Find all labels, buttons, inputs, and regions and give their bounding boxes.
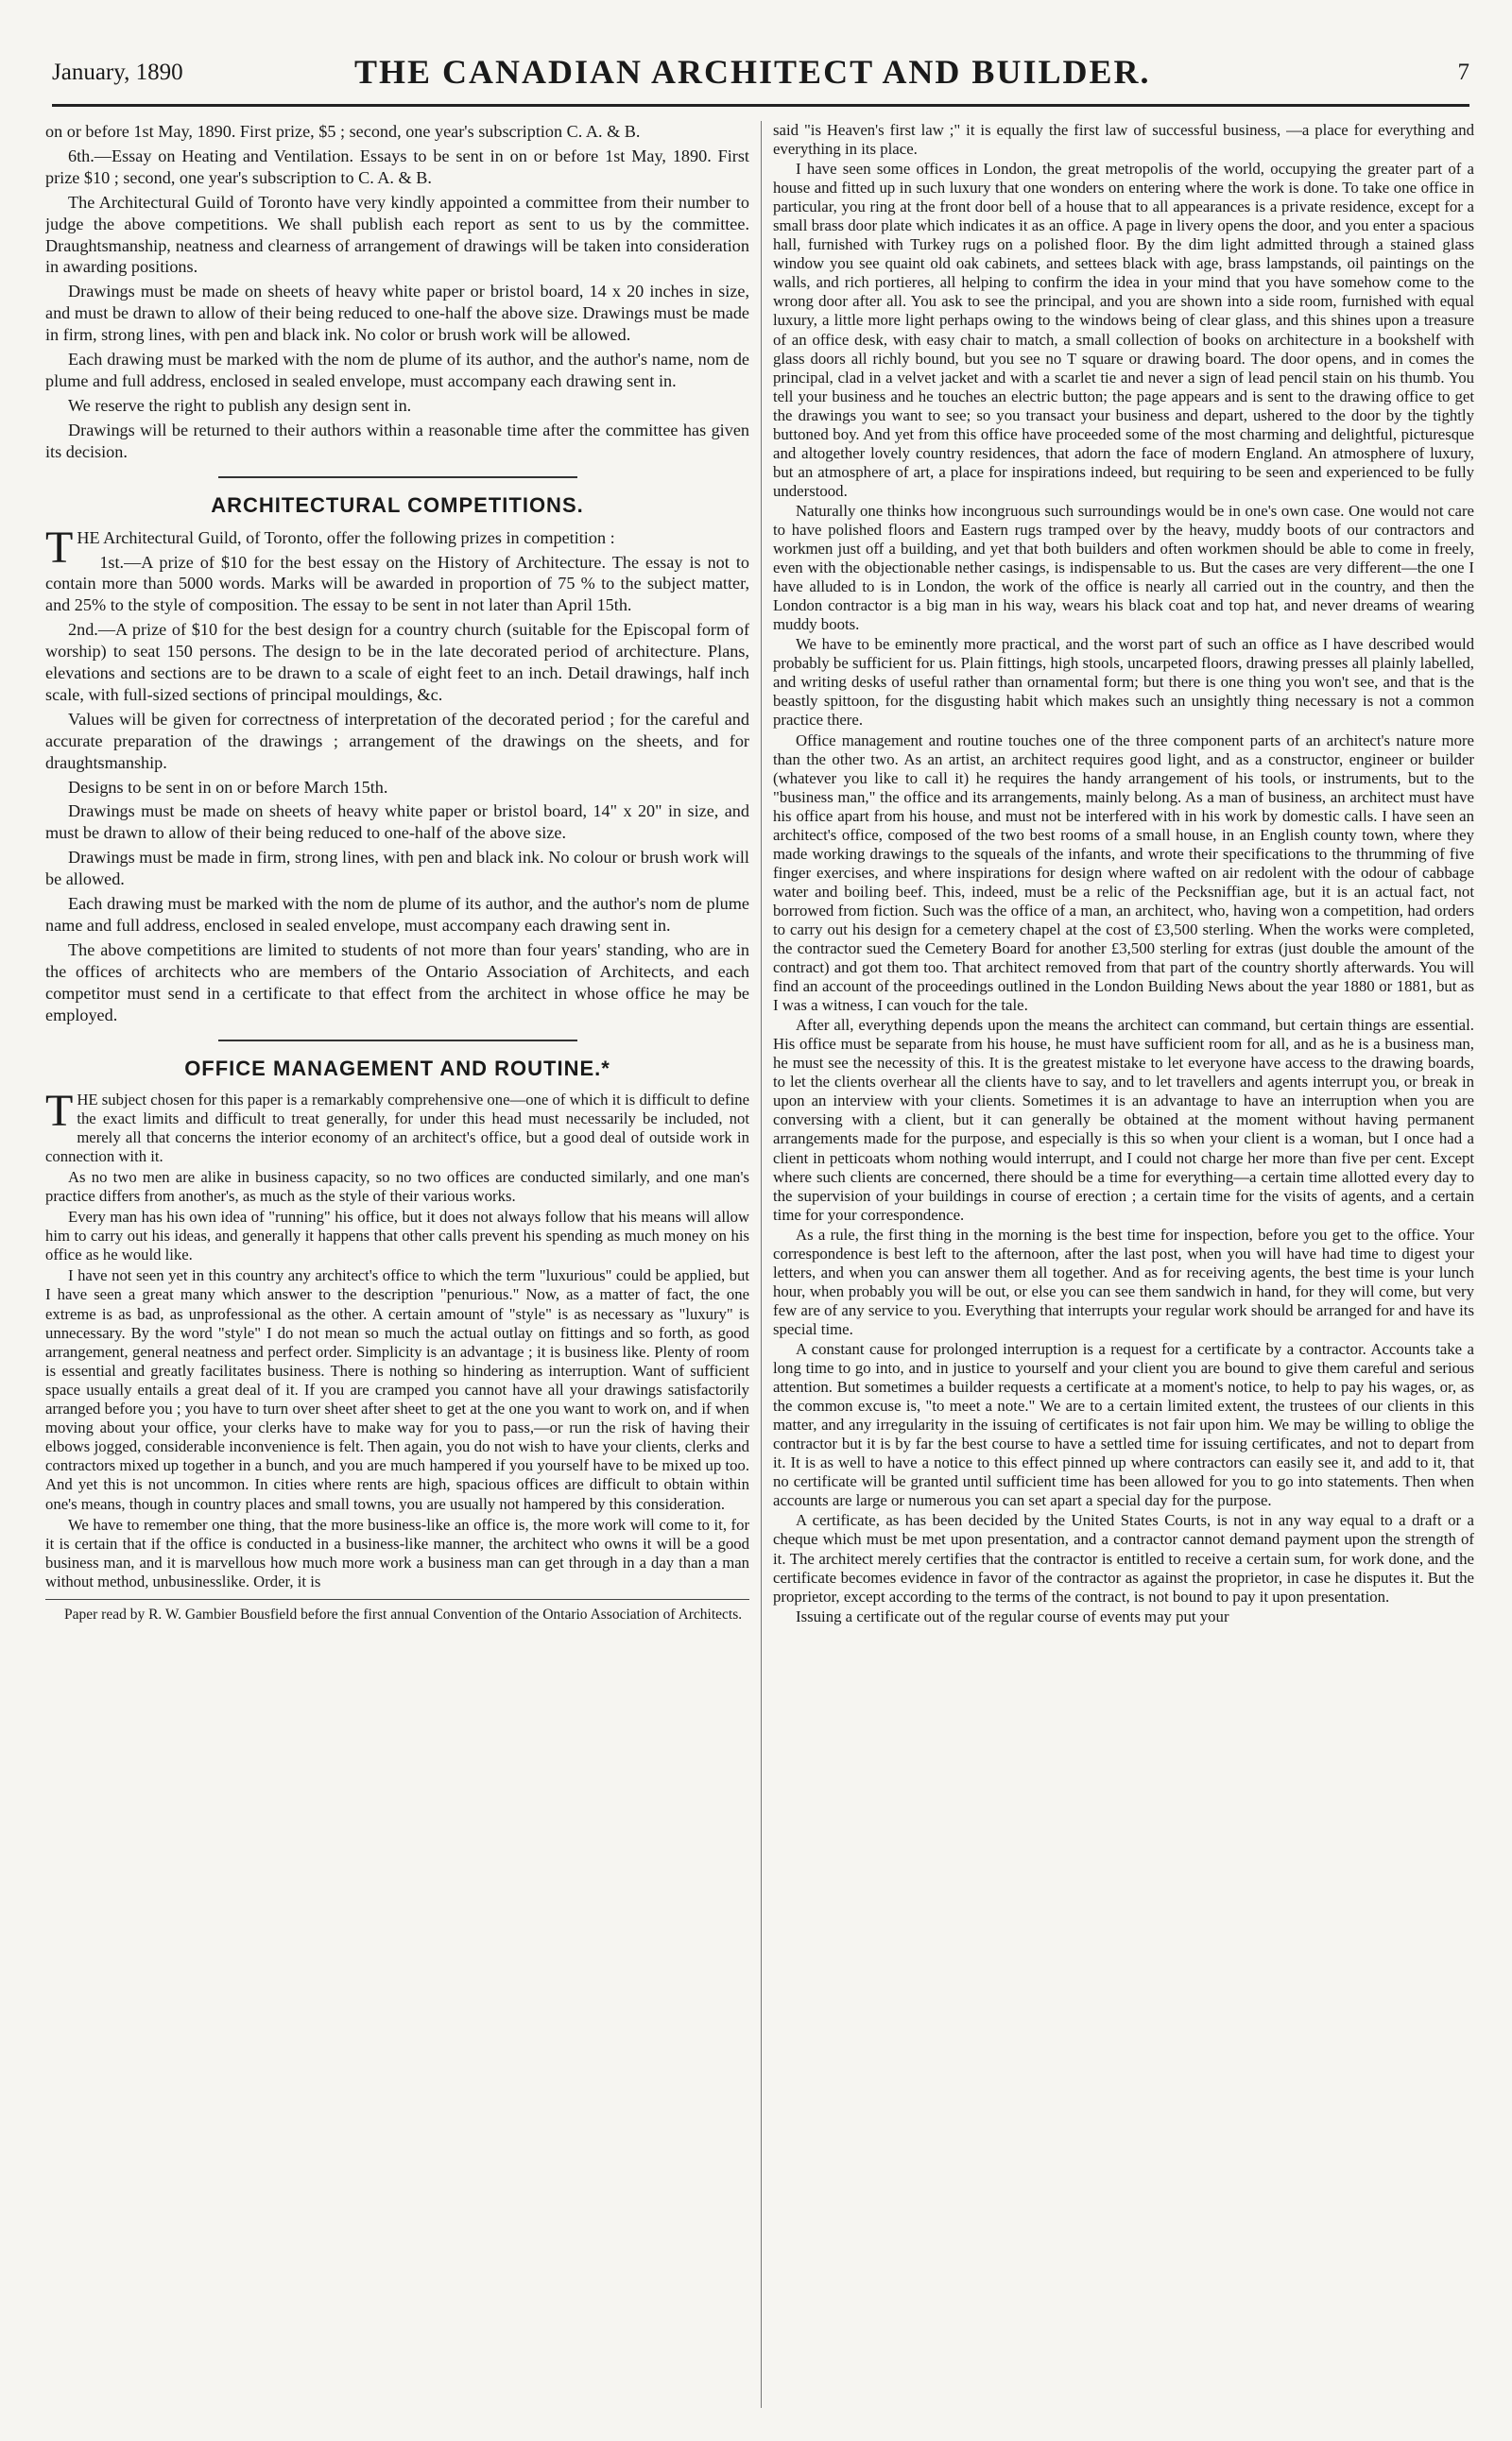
lead-text: HE subject chosen for this paper is a remarkably comprehensive one—one of which it is difficult to define the exact limits and difficult to treat generally, for under this head must necessarily be included, not merely all that concerns the interior economy of an architect's office, but a good deal of outside work in connection with it. (45, 1090, 749, 1165)
lead-paragraph (45, 522, 749, 573)
section-heading: OFFICE MANAGEMENT AND ROUTINE.* (184, 1056, 610, 1080)
competitions-section (45, 493, 749, 1026)
paragraph: Drawings must be made in firm, strong lines, with pen and black ink. No colour or brush work will be allowed. (45, 848, 749, 889)
paragraph: Issuing a certificate out of the regular course of events may put your (796, 1607, 1229, 1625)
paragraph: A certificate, as has been decided by the United States Courts, is not in any way equal to a draft or a cheque which must be met upon presentation, and a contractor cannot demand payment upon the strength of it. The architect merely certifies that the contractor is entitled to receive a certain sum, for work done, and the certificate becomes evidence in favor of the contractor as against the proprietor, in case he disputes it. But the proprietor, except according to the terms of the contract, is not bound to pay it upon presentation. (773, 1511, 1474, 1606)
paragraph: Each drawing must be marked with the nom de plume of its author, and the author's name, nom de plume and full address, enclosed in sealed envelope, must accompany each drawing sent in. (45, 350, 749, 390)
footnote: Paper read by R. W. Gambier Bousfield before the first annual Convention of the Ontario Association of Architects. (64, 1606, 743, 1623)
paragraph: 6th.—Essay on Heating and Ventilation. Essays to be sent in on or before 1st May, 1890. First prize $10 ; second, one year's subscription to C. A. & B. (45, 146, 749, 187)
publication-title: THE CANADIAN ARCHITECT AND BUILDER. (354, 53, 1151, 91)
paragraph: Drawings must be made on sheets of heavy white paper or bristol board, 14" x 20" in size, and must be drawn to allow of their being reduced to one-half of the above size. (45, 801, 749, 843)
page-number: 7 (1457, 60, 1469, 85)
paragraph: on or before 1st May, 1890. First prize, $5 ; second, one year's subscription C. A. & B. (45, 122, 641, 141)
paragraph: Office management and routine touches one of the three component parts of an architect's nature more than the other two. As an artist, an architect requires good light, and as a constructor, engineer or builder (whatever you like to call it) he requires the handy arrangement of his tools, or instruments, but to the "business man," the office and its arrangements, mainly belong. As a man of business, an architect must have his office apart from his house, and must not be interfered with in his work by domestic calls. I have seen an architect's office, composed of the two best rooms of a small house, in an English county town, where they made working drawings to the squeals of the infants, and wrote their specifications to the thrumming of five finger exercises, and where inspirations for design where wafted on air redolent with the odour of cabbage water and boiling beef. This, indeed, must be a relic of the Pecksniffian age, but it is an actual fact, not borrowed from fiction. Such was the office of a man, an architect, who, having won a competition, had orders to carry out his design for a cemetery chapel at the cost of £3,500 sterling. When the works were completed, the contractor sued the Cemetery Board for another £3,500 sterling for extras (just double the amount of the contract) and got them too. That architect removed from that part of the country shortly afterwards. You will find an account of the proceedings outlined in the London Building News about the year 1880 or 1881, but as I was a witness, I can vouch for the tale. (773, 731, 1474, 1015)
paragraph: said "is Heaven's first law ;" it is equally the first law of successful business, —a place for everything and everything in its place. (773, 121, 1474, 159)
paragraph: Drawings will be returned to their authors within a reasonable time after the committee has given its decision. (45, 420, 749, 461)
paragraph: Values will be given for correctness of interpretation of the decorated period ; for the careful and accurate preparation of the drawings ; arrangement of the drawings on the sheets, and for draughtsmanship. (45, 709, 749, 772)
paragraph: We reserve the right to publish any design sent in. (68, 395, 412, 415)
paragraph: Every man has his own idea of "running" his office, but it does not always follow that his means will allow him to carry out his ideas, and generally it happens that other calls prevent his spending as much money on his office as he would like. (45, 1208, 749, 1264)
paragraph: I have not seen yet in this country any architect's office to which the term "luxurious" could be applied, but I have seen a great many which answer to the description "penurious." Now, as a matter of fact, the one extreme is as bad, as unprofessional as the other. A certain amount of "style" is as necessary as "luxury" is unnecessary. By the word "style" I do not mean so much the actual outlay on fittings and so forth, as good arrangement, general neatness and perfect order. Simplicity is an advantage ; it is business like. Plenty of room is essential and greatly facilitates business. There is nothing so hindering as interruption. Want of sufficient space usually entails a great deal of it. If you are cramped you cannot have all your drawings satisfactorily arranged before you ; you have to turn over sheet after sheet to get at the one you want to work on, and if when moving about your office, your clerks have to make way for you to pass,—or run the risk of having their elbows jogged, considerable inconvenience is felt. Then again, you do not wish to have your clients, clerks and contractors mixed up together in a bunch, and you are much hampered if you yourself have to be mixed up too. And yet this is not uncommon. In cities where rents are high, spacious offices are difficult to obtain within one's means, though in country places and small towns, you are usually not hampered by this consideration. (45, 1266, 749, 1513)
paragraph: We have to be eminently more practical, and the worst part of such an office as I have described would probably be sufficient for us. Plain fittings, high stools, uncarpeted floors, drawing presses all plainly labelled, and writing desks of useful rather than ornamental form; but there is one thing you won't see, and that is the beastly spittoon, for the disgusting habit which makes such an unsightly thing necessary is not a common practice there. (773, 635, 1474, 730)
left-column (45, 121, 749, 2427)
drop-cap: T (45, 522, 74, 573)
paragraph: Each drawing must be marked with the nom de plume of its author, and the author's nom de plume name and full address, enclosed in sealed envelope, must accompany each drawing sent in. (45, 894, 749, 935)
office-section (45, 1057, 749, 1624)
paragraph: As no two men are alike in business capacity, so no two offices are conducted similarly, and one man's practice differs from another's, as much as the style of their various works. (45, 1167, 749, 1205)
paragraph: The above competitions are limited to students of not more than four years' standing, who are in the offices of architects who are members of the Ontario Association of Architects, and each competitor must send in a certificate to that effect from the architect in whose office he may be employed. (45, 939, 749, 1024)
paragraph: The Architectural Guild of Toronto have very kindly appointed a committee from their number to judge the above competitions. We shall publish each report as sent to us by the committee. Draughtsmanship, neatness and clearness of arrangement of drawings will be taken into consideration in awarding positions. (45, 192, 749, 277)
paragraph: 1st.—A prize of $10 for the best essay on the History of Architecture. The essay is not to contain more than 5000 words. Marks will be awarded in proportion of 75 % to the subject matter, and 25% to the style of composition. The essay to be sent in not later than April 15th. (45, 552, 749, 615)
paragraph: Naturally one thinks how incongruous such surroundings would be in one's own case. One would not care to have polished floors and Eastern rugs tramped over by the heavy, muddy boots of our contractors and workmen just off a building, and yet that both builders and often workmen should be able to come in freely, even with the objectionable nether casings, is indispensable to us. But the cases are very different—the one I have alluded to is in London, the work of the office is nearly all carried out in the country, and then the London contractor is a big man in his way, wears his black coat and top hat, and never dreams of wearing muddy boots. (773, 501, 1474, 634)
section-separator (218, 1040, 577, 1041)
page-header (52, 52, 1469, 99)
intro-section (45, 121, 749, 463)
paragraph: Drawings must be made on sheets of heavy white paper or bristol board, 14 x 20 inches in size, and must be drawn to allow of their being reduced to one-half the above size. Drawings must be made in firm, strong lines, with pen and black ink. No color or brush work will be allowed. (45, 282, 749, 345)
section-heading: ARCHITECTURAL COMPETITIONS. (211, 492, 584, 517)
paragraph: We have to remember one thing, that the more business-like an office is, the more work will come to it, for it is certain that if the office is conducted in a business-like manner, the architect who owns it will be a good business man, and it is marvellous how much more work a business man can get through in a day than a man without method, unbusinesslike. Order, it is (45, 1515, 749, 1590)
paragraph: A constant cause for prolonged interruption is a request for a certificate by a contractor. Accounts take a long time to go into, and in justice to yourself and your client you are bound to give them careful and serious attention. But sometimes a builder requests a certificate at a moment's notice, to help to pay his wages, or, as the common excuse is, "to meet a note." We are to a certain limited extent, the trustees of our clients in this matter, and any irregularity in the issuing of certificates is not fair upon him. We may be willing to oblige the contractor but it is by far the best course to have a settled time for issuing certificates, and not to depart from it. It is as well to have a notice to this effect pinned up where contractors can easily see it, and add to it, that no certificate will be granted until sufficient time has been allowed for you to go into statements. Then when accounts are large or numerous you can set apart a special day for the purpose. (773, 1340, 1474, 1510)
paragraph: I have seen some offices in London, the great metropolis of the world, occupying the greater part of a house and fitted up in such luxury that one wonders on entering where the work is done. To take one office in particular, you ring at the front door bell of a house that to all appearances is a private residence, except for a small brass door plate which indicates it as an office. A page in livery opens the door, and you enter a spacious hall, furnished with Turkey rugs on a polished floor. By the dim light admitted through a stained glass window you see quaint old oak cabinets, and settees black with age, brass lampstands, oil paintings on the walls, and rich portieres, all helping to confirm the idea in your mind that you have somehow come to the wrong door after all. You ask to see the principal, and you are shown into a side room, furnished with equal luxury, a little more light perhaps owing to the windows being of clear glass, and this shines upon a treasure of an office desk, with easy chair to match, a small collection of books on architecture in a bookshelf with glass doors all richly bound, but you see no T square or drawing board. The door opens, and in comes the principal, clad in a velvet jacket and with a scarlet tie and never a sign of lead pencil stain on his thumb. You tell your business and he touches an electric button; the page appears and is sent to the drawing office to get the drawings you want to see; so you transact your business and depart, ushered to the door by the tightly buttoned boy. And yet from this office have proceeded some of the most charming and delightful, picturesque and altogether lovely country residences, that adorn the face of modern England. An atmosphere of luxury, but an atmosphere of art, a place for inspirations indeed, but requiring to be seen and experienced to be fully understood. (773, 160, 1474, 500)
lead-text: HE Architectural Guild, of Toronto, offer the following prizes in competition : (77, 527, 615, 547)
paragraph: Designs to be sent in on or before March 15th. (68, 777, 388, 797)
lead-paragraph (45, 1085, 749, 1166)
issue-date: January, 1890 (52, 60, 183, 85)
right-column (773, 121, 1474, 2427)
section-separator (218, 476, 577, 478)
column-divider (761, 121, 762, 2408)
header-rule (52, 104, 1469, 107)
paragraph: 2nd.—A prize of $10 for the best design for a country church (suitable for the Episcopal form of worship) to seat 150 persons. The design to be in the late decorated period of architecture. Plans, elevations and sections are to be drawn to a scale of eight feet to an inch. Detail drawings, half inch scale, with full-sized sections of principal mouldings, &c. (45, 620, 749, 704)
footnote-rule (45, 1599, 749, 1600)
paragraph: After all, everything depends upon the means the architect can command, but certain things are essential. His office must be separate from his house, he must have sufficient room for all, and as he is a business man, he must see the necessity of this. It is the greatest mistake to let everyone have access to the drawing boards, to let the clients overhear all the clients have to say, and to let travellers and agents interrupt you, or break in upon an interview with your clients. Sometimes it is an advantage to have an interruption when you are conversing with a client, but it can generally be obtained at the moment without having permanent arrangements made for the purpose, and especially is this so when your client is a woman, but I once had a client in petticoats whom nothing would interrupt, and I could not charge her more than five per cent. Except where such clients are concerned, there should be a time for everything—a certain time allotted every day to the supervision of your buildings in course of erection ; a certain time for the visits of agents, and a certain time for your correspondence. (773, 1016, 1474, 1224)
drop-cap: T (45, 1085, 74, 1136)
paragraph: As a rule, the first thing in the morning is the best time for inspection, before you get to the office. Your correspondence is best left to the afternoon, after the last post, when you will have had time to digest your letters, and when you can answer them all together. And as for receiving agents, the best time is your lunch hour, when probably you will be out, or else you can see them sandwich in hand, for they will come, but very few are of any service to you. Everything that interrupts your regular work should be arranged for and have its special time. (773, 1225, 1474, 1338)
